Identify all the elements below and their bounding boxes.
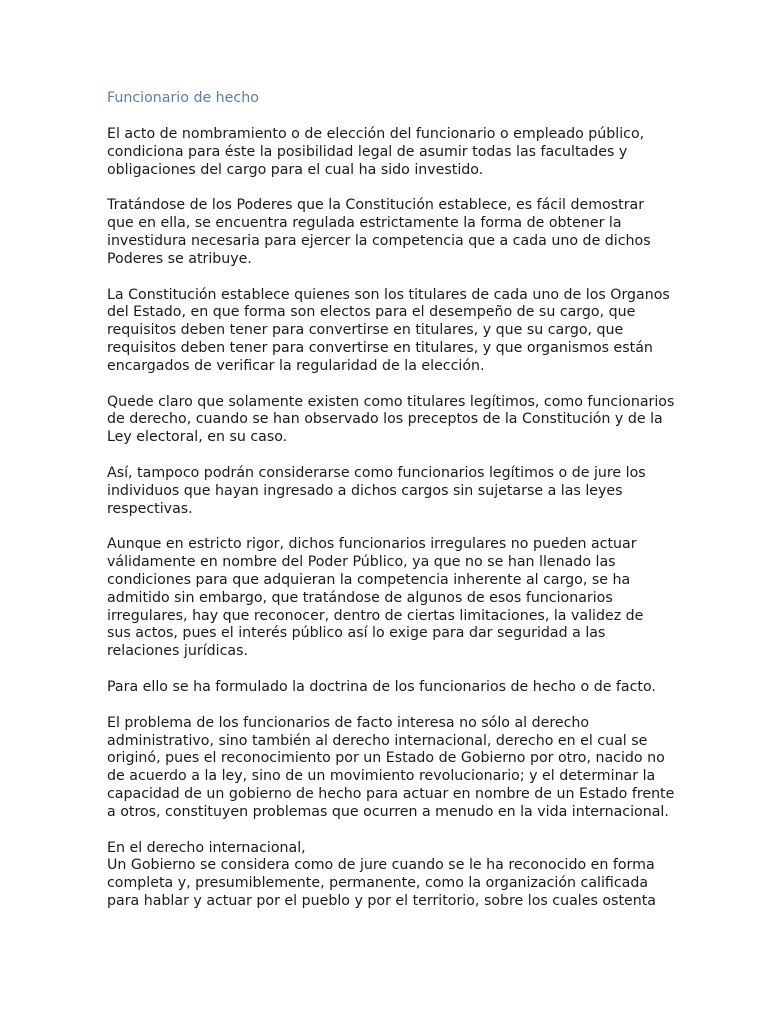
paragraph [107,840,663,911]
text-line: completa y, presumiblemente, permanente, como la organización calificada [107,875,649,892]
text-line: irregulares, hay que reconocer, dentro de ciertas limitaciones, la validez de [107,607,644,624]
text-line: Para ello se ha formulado la doctrina de los funcionarios de hecho o de facto. [107,678,656,695]
paragraph [107,197,663,268]
paragraph [107,536,663,661]
text-line: obligaciones del cargo para el cual ha sido investido. [107,161,484,178]
text-line: administrativo, sino también al derecho internacional, derecho en el cual se [107,732,648,749]
text-line: Un Gobierno se considera como de jure cuando se le ha reconocido en forma [107,857,655,874]
text-line: admitido sin embargo, que tratándose de algunos de esos funcionarios [107,589,613,606]
text-line: encargados de verificar la regularidad de la elección. [107,357,485,374]
text-line: que en ella, se encuentra regulada estrictamente la forma de obtener la [107,215,622,232]
document-title: Funcionario de hecho [107,90,259,106]
text-line: válidamente en nombre del Poder Público, ya que no se han llenado las [107,554,616,571]
paragraph [107,465,663,518]
text-line: de derecho, cuando se han observado los preceptos de la Constitución y de la [107,411,663,428]
text-line: En el derecho internacional, [107,839,306,856]
text-line: originó, pues el reconocimiento por un Estado de Gobierno por otro, nacido no [107,750,665,767]
paragraph [107,126,663,179]
paragraph [107,286,670,376]
text-line: Ley electoral, en su caso. [107,429,288,446]
text-line: de acuerdo a la ley, sino de un movimiento revolucionario; y el determinar la [107,768,656,785]
text-line: condiciona para éste la posibilidad legal de asumir todas las facultades y [107,143,628,160]
text-line: Poderes se atribuye. [107,250,252,267]
text-line: del Estado, en que forma son electos para el desempeño de su cargo, que [107,304,636,321]
text-line: La Constitución establece quienes son los titulares de cada uno de los Organos [107,286,670,303]
text-line: El acto de nombramiento o de elección del funcionario o empleado público, [107,126,645,142]
document-body [107,126,675,911]
text-line: Así, tampoco podrán considerarse como funcionarios legítimos o de jure los [107,464,646,481]
text-line: relaciones jurídicas. [107,643,248,660]
paragraph [107,714,675,822]
text-line: investidura necesaria para ejercer la competencia que a cada uno de dichos [107,232,651,249]
paragraph [107,393,675,447]
text-line: a otros, constituyen problemas que ocurren a menudo en la vida internacional. [107,803,669,820]
text-line: Tratándose de los Poderes que la Constitución establece, es fácil demostrar [107,197,645,214]
text-line: individuos que hayan ingresado a dichos cargos sin sujetarse a las leyes [107,482,623,499]
paragraph [107,679,663,697]
text-line: capacidad de un gobierno de hecho para actuar en nombre de un Estado frente [107,785,675,802]
text-line: respectivas. [107,500,193,517]
text-line: para hablar y actuar por el pueblo y por el territorio, sobre los cuales ostenta [107,892,656,909]
text-line: El problema de los funcionarios de facto interesa no sólo al derecho [107,714,590,731]
text-line: sus actos, pues el interés público así lo exige para dar seguridad a las [107,625,606,642]
text-line: Aunque en estricto rigor, dichos funcionarios irregulares no pueden actuar [107,536,637,553]
text-line: Quede claro que solamente existen como titulares legítimos, como funcionarios [107,393,675,410]
text-line: condiciones para que adquieran la competencia inherente al cargo, se ha [107,571,631,588]
document-page [107,89,675,929]
text-line: requisitos deben tener para convertirse en titulares, y que su cargo, que [107,322,624,339]
text-line: requisitos deben tener para convertirse en titulares, y que organismos están [107,339,653,356]
